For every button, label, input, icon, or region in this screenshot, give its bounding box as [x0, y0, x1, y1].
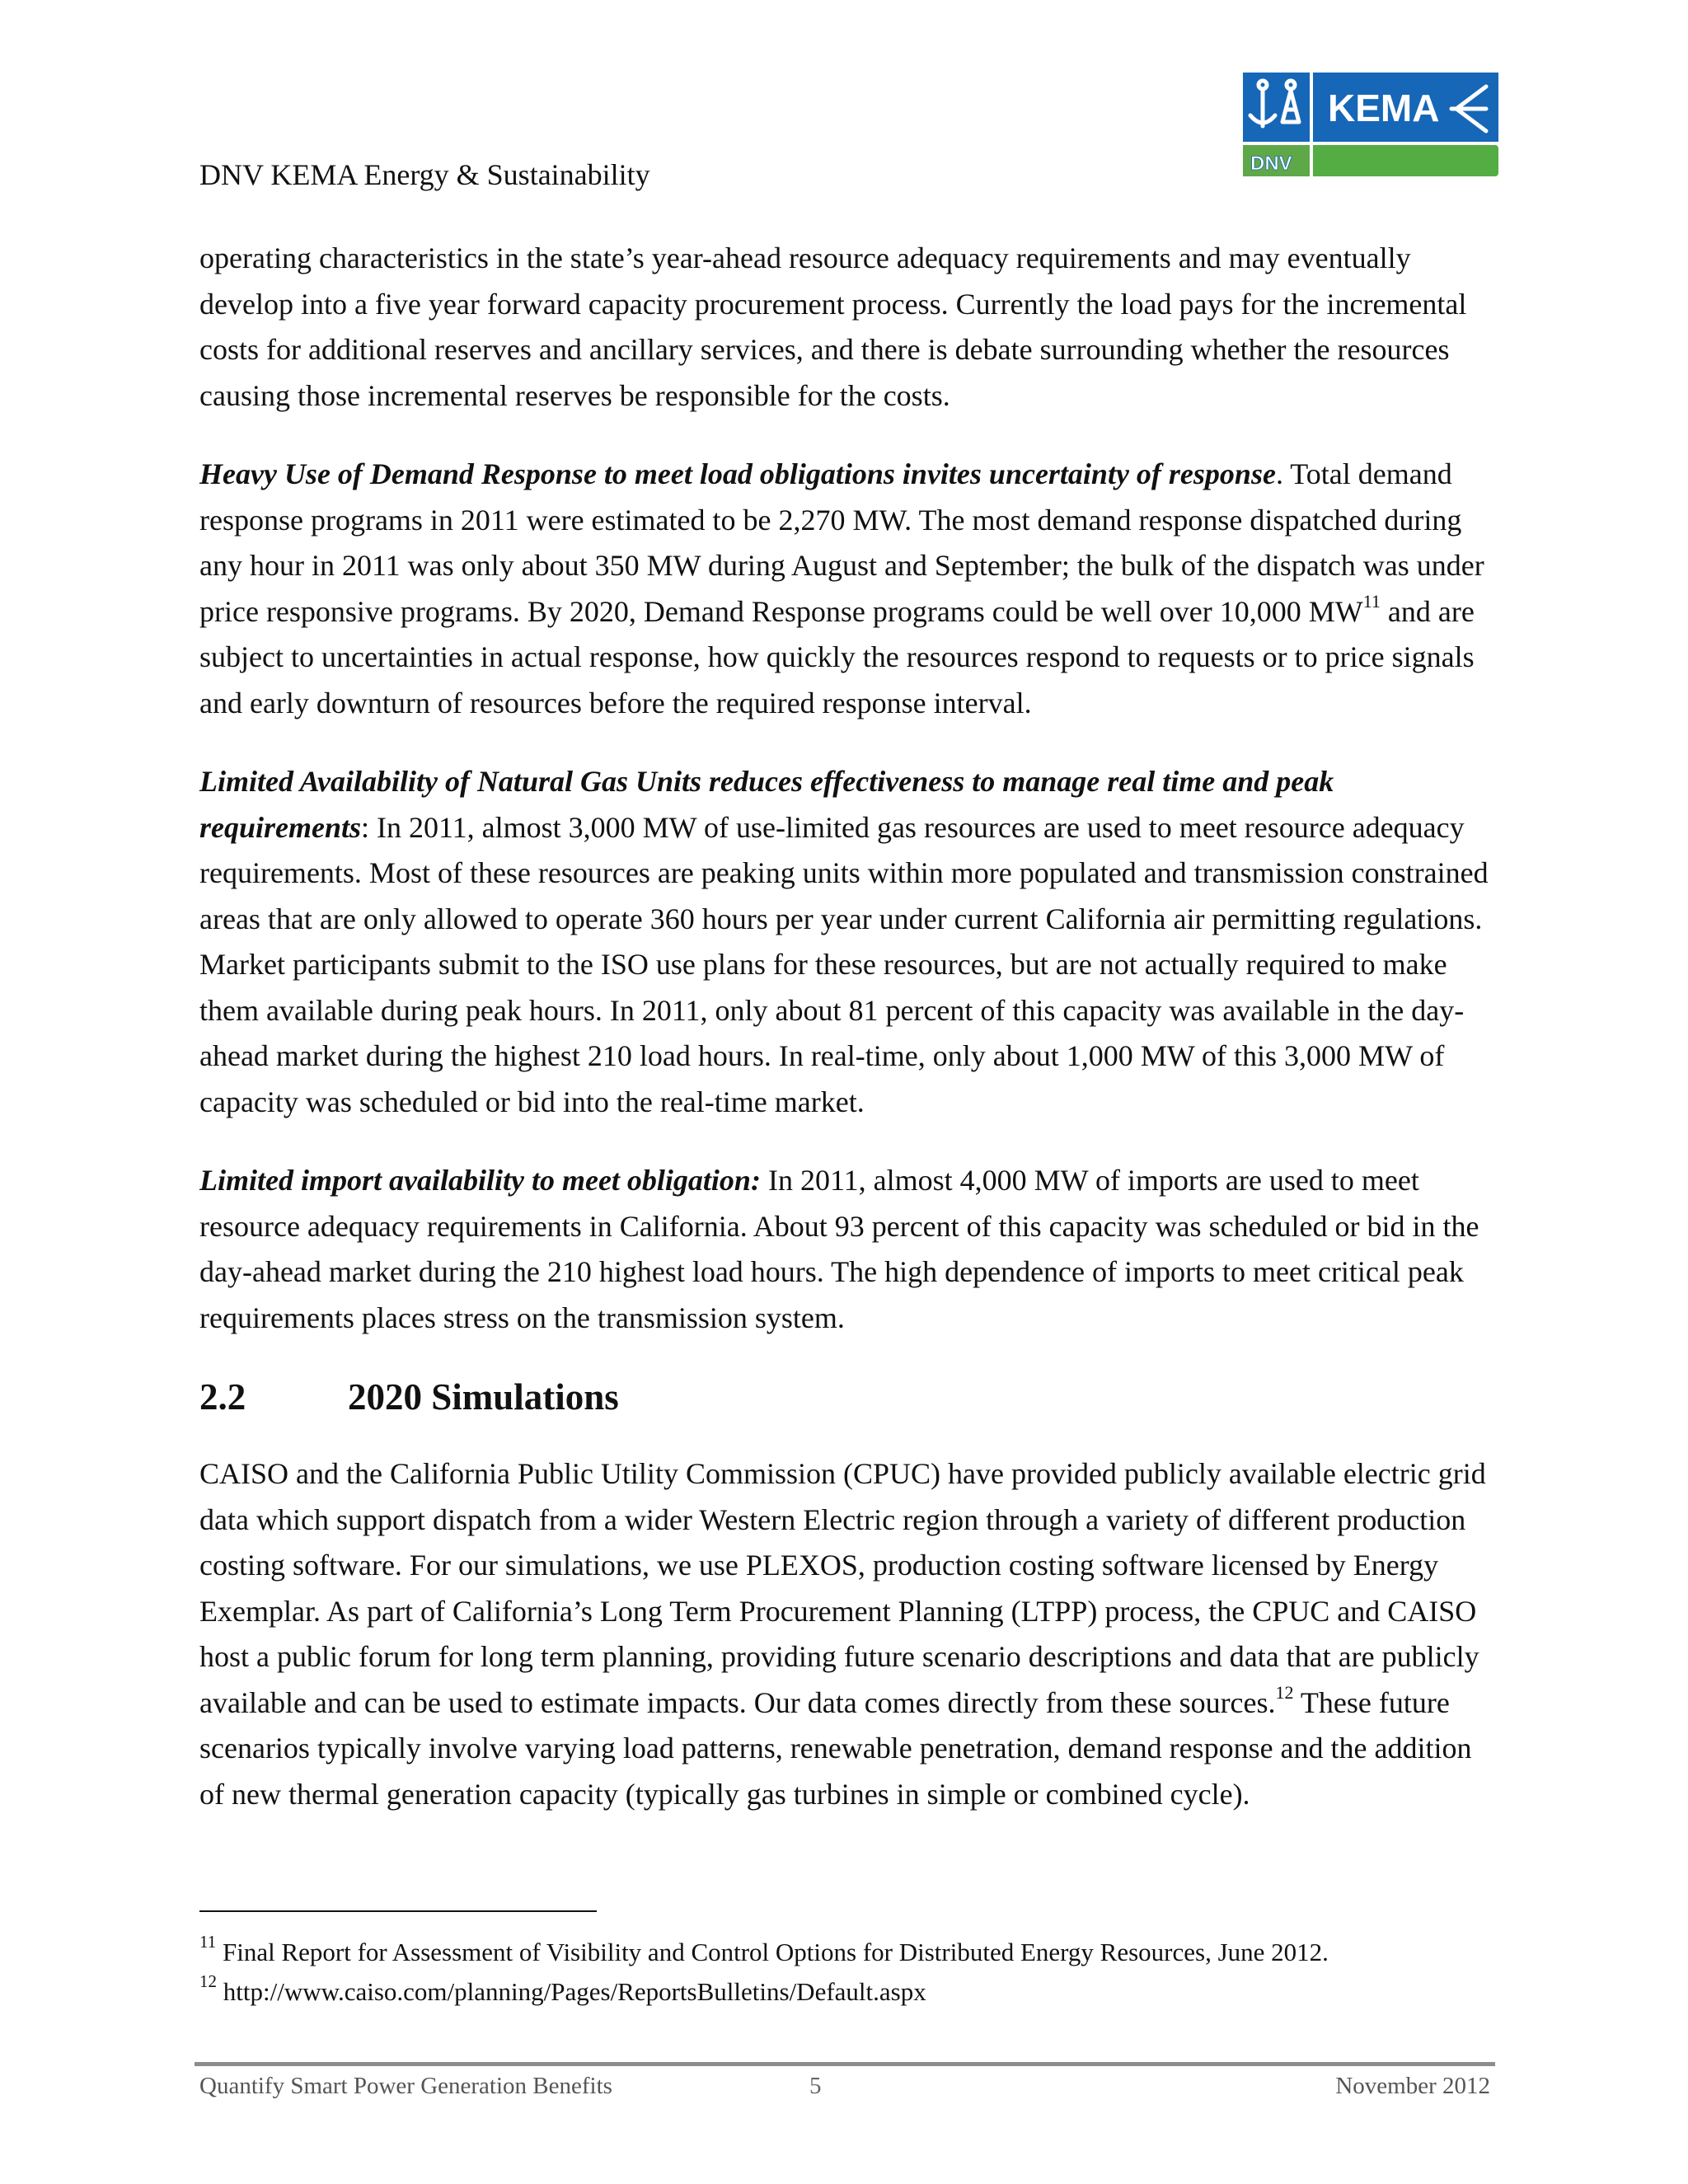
footnote-reference-11: 11 — [1362, 590, 1381, 612]
footnote-link[interactable]: http://www.caiso.com/planning/Pages/ReportsBulletins/Default.aspx — [217, 1977, 926, 2006]
paragraph-3-text: : In 2011, almost 3,000 MW of use-limited gas resources are used to meet resource adequacy requirements. Most of these resources are peaking units within more populated and transmission constrained areas that are only allowed to operate 360 hours per year under current California air permitting regulations. Market participants submit to the ISO use plans for these resources, but are not actually required to make them available during peak hours. In 2011, only about 81 percent of this capacity was available in the day-ahead market during the highest 210 load hours. In real-time, only about 1,000 MW of this 3,000 MW of capacity was scheduled or bid into the real-time market. — [199, 810, 1489, 1118]
section-number: 2.2 — [199, 1376, 246, 1418]
section-title: 2020 Simulations — [348, 1376, 619, 1418]
footnote-text: Final Report for Assessment of Visibility and Control Options for Distributed Energy Resources, June 2012. — [216, 1938, 1329, 1966]
body-paragraph-3 — [199, 759, 1502, 1125]
footnote-reference-12: 12 — [1275, 1681, 1294, 1703]
footnote-separator — [199, 1910, 597, 1912]
footnote-number: 11 — [199, 1931, 217, 1952]
paragraph-3-lead: Limited Availability of Natural Gas Units reduces effectiveness to manage real time and peak requirements — [199, 765, 1334, 844]
body-paragraph-1: operating characteristics in the state’s year-ahead resource adequacy requirements and may eventually develop into a five year forward capacity procurement process. Currently the load pays for the incremental costs for additional reserves and ancillary services, and there is debate surrounding whether the resources causing those incremental reserves be responsible for the costs. — [199, 241, 1467, 412]
footnote-item — [199, 1933, 1502, 1972]
logo-dnv-text: DNV — [1250, 152, 1292, 175]
paragraph-5-text: CAISO and the California Public Utility Commission (CPUC) have provided publicly available electric grid data which support dispatch from a wider Western Electric region through a variety of different production costing software. For our simulations, we use PLEXOS, production costing software licensed by Energy Exemplar. As part of California’s Long Term Procurement Planning (LTPP) process, the CPUC and CAISO host a public forum for long term planning, providing future scenario descriptions and data that are publicly available and can be used to estimate impacts. Our data comes directly from these sources. — [199, 1457, 1486, 1719]
paragraph-2-lead: Heavy Use of Demand Response to meet load obligations invites uncertainty of response — [199, 457, 1276, 490]
paragraph-5-text-continued: These future scenarios typically involve varying load patterns, renewable penetration, demand response and the addition of new thermal generation capacity (typically gas turbines in simple or combined cycle). — [199, 1685, 1472, 1811]
section-heading — [199, 1374, 1502, 1420]
document-header-org: DNV KEMA Energy & Sustainability — [199, 158, 650, 191]
paragraph-4-lead: Limited import availability to meet obligation: — [199, 1164, 761, 1197]
logo-kema-text: KEMA — [1328, 87, 1440, 129]
body-paragraph-5 — [199, 1451, 1502, 1817]
footnotes — [199, 1933, 1502, 2012]
footer-document-title: Quantify Smart Power Generation Benefits — [199, 2073, 612, 2099]
paragraph-2-text-continued: and are subject to uncertainties in actual response, how quickly the resources respond to requests or to price signals and early downturn of resources before the required response interval. — [199, 594, 1475, 719]
footer-rule — [195, 2062, 1495, 2066]
paragraph-4-text: In 2011, almost 4,000 MW of imports are used to meet resource adequacy requirements in California. About 93 percent of this capacity was scheduled or bid in the day-ahead market during the 210 highest load hours. The high dependence of imports to meet critical peak requirements places stress on the transmission system. — [199, 1164, 1479, 1334]
paragraph-2-text: . Total demand response programs in 2011 were estimated to be 2,270 MW. The most demand response dispatched during any hour in 2011 was only about 350 MW during August and September; the bulk of the dispatch was under price responsive programs. By 2020, Demand Response programs could be well over 10,000 MW — [199, 457, 1484, 628]
body-paragraph-2 — [199, 452, 1502, 726]
page-number: 5 — [809, 2073, 822, 2099]
kema-dnv-logo — [1243, 73, 1498, 180]
footnote-item — [199, 1972, 1502, 2012]
footnote-number: 12 — [199, 1971, 217, 1991]
body-paragraph-4 — [199, 1158, 1502, 1341]
document-body — [199, 236, 1502, 1850]
footer-date: November 2012 — [1335, 2073, 1490, 2099]
